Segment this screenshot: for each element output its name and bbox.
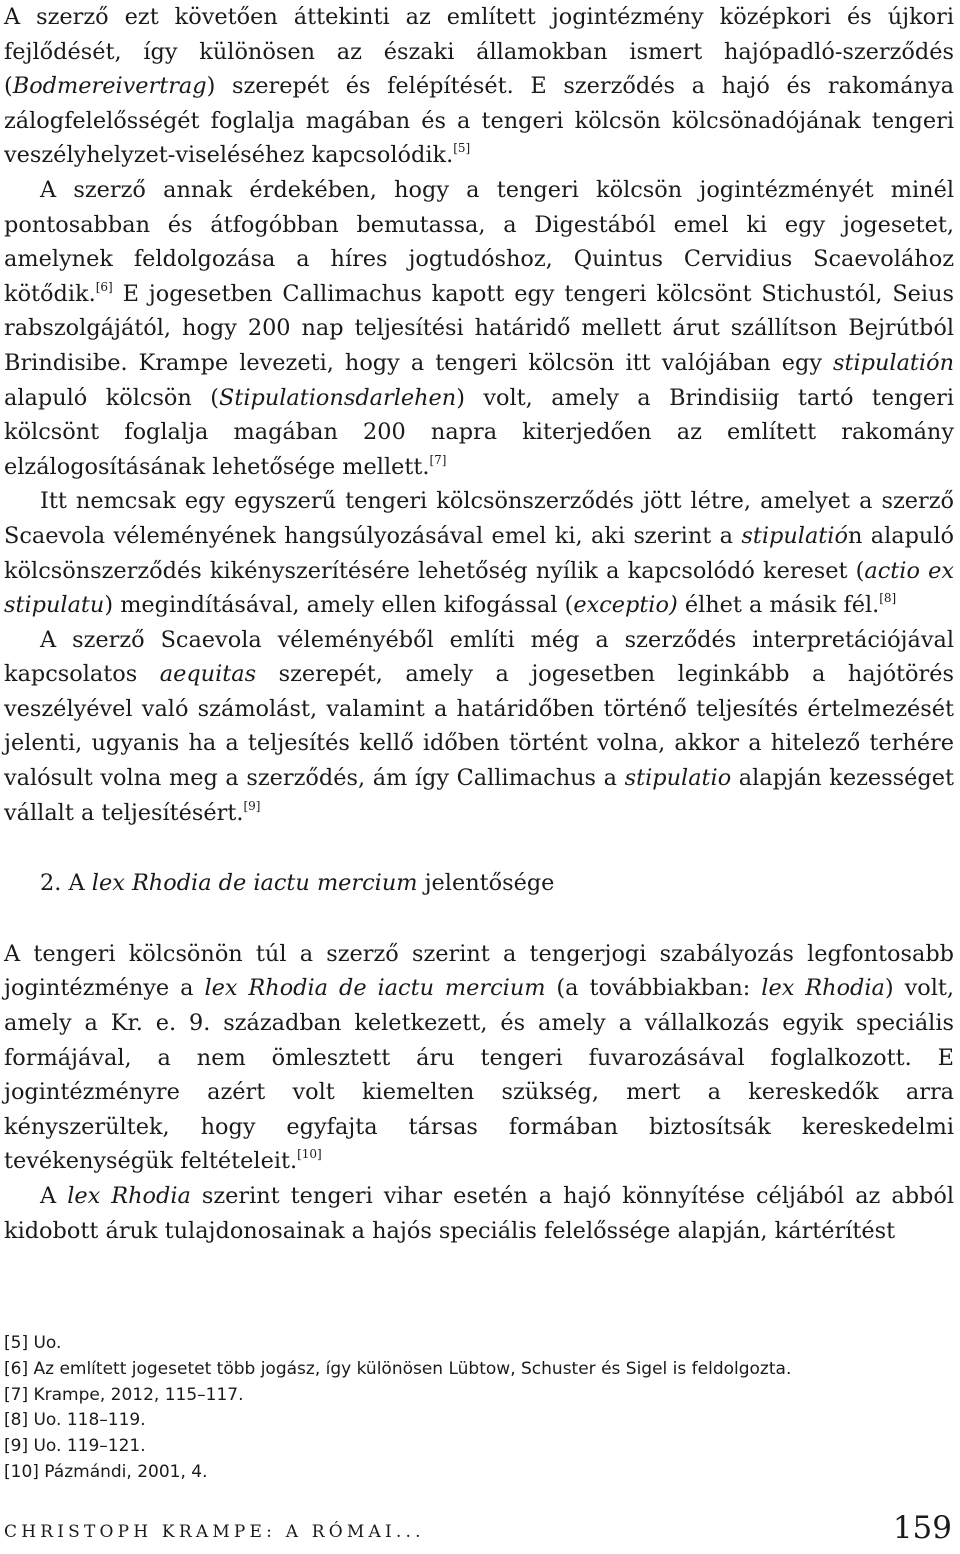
italic-term: lex Rhodia de iactu mercium (204, 975, 546, 1002)
text-run: A szerző ezt követően áttekinti az említett jogintézmény középkori és újkori fejlődését, így különösen az északi államokban ismert hajópadló-szerződés ( (4, 4, 954, 100)
paragraph (4, 623, 954, 831)
italic-term: lex Rhodia (761, 975, 885, 1002)
section-2 (4, 937, 954, 1248)
page-number: 159 (892, 1510, 952, 1546)
italic-term: Bodmereivertrag (12, 73, 207, 100)
italic-term: actio ex stipulatu (4, 557, 954, 619)
text-run: alapuló kölcsön ( (4, 384, 220, 411)
footnote: [7] Krampe, 2012, 115–117. (4, 1384, 244, 1405)
text-run: n alapuló kölcsönszerződés kikényszerítésére lehetőség nyílik a kapcsolódó kereset ( (4, 522, 954, 584)
page-footer (4, 1502, 952, 1546)
text-run: szerepét, amely a jogesetben leginkább a hajótörés veszélyével való számolást, valamint a határidőben történő teljesítés értelmezését jelenti, ugyanis ha a teljesítés kellő időben történt volna, akkor a hitelező terhére valósult volna meg a szerződés, ám így Callimachus a (4, 661, 954, 792)
italic-term: stipulatió (741, 522, 848, 549)
italic-term: lex Rhodia de iactu mercium (91, 870, 418, 897)
text-run: (a továbbiakban: (545, 975, 762, 1002)
paragraph (4, 0, 954, 173)
running-title: CHRISTOPH KRAMPE: A RÓMAI... (4, 1522, 425, 1542)
text-run: Itt nemcsak egy egyszerű tengeri kölcsönszerződés jött létre, amelyet a szerző Scaevola véleményének hangsúlyozásával emel ki, aki szerint a (4, 488, 954, 549)
footnote-ref: [9] (243, 798, 261, 813)
footnotes (4, 1331, 954, 1486)
text-run: alapján kezességet vállalt a teljesítésért. (4, 765, 954, 826)
footnote: [8] Uo. 118–119. (4, 1410, 146, 1431)
footnote: [5] Uo. (4, 1333, 62, 1353)
italic-term: lex Rhodia (67, 1183, 191, 1209)
text-run: szerint tengeri vihar esetén a hajó könnyítése céljából az abból kidobott áruk tulajdonosainak a hajós speciális felelőssége alapján, kártérítést (4, 1183, 955, 1244)
italic-term: stipulatio (624, 765, 732, 792)
italic-term: Stipulationsdarlehen (219, 384, 457, 411)
text-run: A (40, 1183, 68, 1209)
italic-term: stipulatión (833, 349, 954, 376)
text-run: jelentősége (417, 870, 555, 897)
paragraph (4, 1179, 954, 1248)
text-run: A tengeri kölcsönön túl a szerző szerint a tengerjogi szabályozás legfontosabb jogintézménye a (4, 940, 954, 1002)
text-run: 2. A (40, 870, 92, 897)
footnote-ref: [7] (429, 452, 447, 467)
text-run: A szerző annak érdekében, hogy a tengeri kölcsön jogintézményét minél pontosabban és átfogóbban bemutassa, a Digestából emel ki egy jogesetet, amelynek feldolgozása a híres jogtudóshoz, Quintus Cervidius Scaevolához kötődik. (4, 176, 954, 307)
italic-term: exceptio) (573, 592, 678, 619)
paragraph (4, 484, 954, 622)
text-run: ) volt, amely a Brindisiig tartó tengeri kölcsönt foglalja magában 200 napra kiterjedően az említett rakomány elzálogosításának lehetősége mellett. (4, 384, 954, 480)
text-run: ) szerepét és felépítését. E szerződés a hajó és rakománya zálogfelelősségét foglalja magában és a tengeri kölcsön kölcsönadójának tengeri veszélyhelyzet-viseléséhez kapcsolódik. (4, 73, 954, 169)
footnote-ref: [5] (453, 141, 471, 156)
text-run: ) volt, amely a Kr. e. 9. században keletkezett, és amely a vállalkozás egyik speciális formájával, a nem ömlesztett áru tengeri fuvarozásával foglalkozott. E jogintézményre azért volt kiemelten szükség, mert a kereskedők arra kényszerültek, hogy egyfajta társas formában biztosítsák kereskedelmi tevékenységük feltételeit. (4, 975, 954, 1175)
section-1 (4, 0, 954, 830)
text-run: élhet a másik fél. (677, 592, 880, 619)
footnote: [10] Pázmándi, 2001, 4. (4, 1461, 208, 1482)
paragraph (4, 173, 954, 484)
footnote-ref: [8] (879, 591, 897, 606)
footnote-ref: [10] (297, 1147, 322, 1162)
body-text (4, 0, 954, 1248)
text-run: ) megindításával, amely ellen kifogással ( (104, 592, 574, 619)
paragraph (4, 937, 954, 1179)
section-heading (40, 866, 954, 901)
text-run: E jogesetben Callimachus kapott egy tengeri kölcsönt Stichustól, Seius rabszolgájától, hogy 200 nap teljesítési határidő mellett árut szállítson Bejrútból Brindisibe. Krampe levezeti, hogy a tengeri kölcsön itt valójában egy (4, 280, 954, 376)
footnote-ref: [6] (95, 279, 113, 294)
italic-term: aequitas (159, 661, 257, 688)
footnote: [9] Uo. 119–121. (4, 1436, 146, 1457)
footnote: [6] Az említett jogesetet több jogász, így különösen Lübtow, Schuster és Sigel is feldolgozta. (4, 1358, 792, 1379)
text-run: A szerző Scaevola véleményéből említi még a szerződés interpretációjával kapcsolatos (4, 626, 954, 688)
